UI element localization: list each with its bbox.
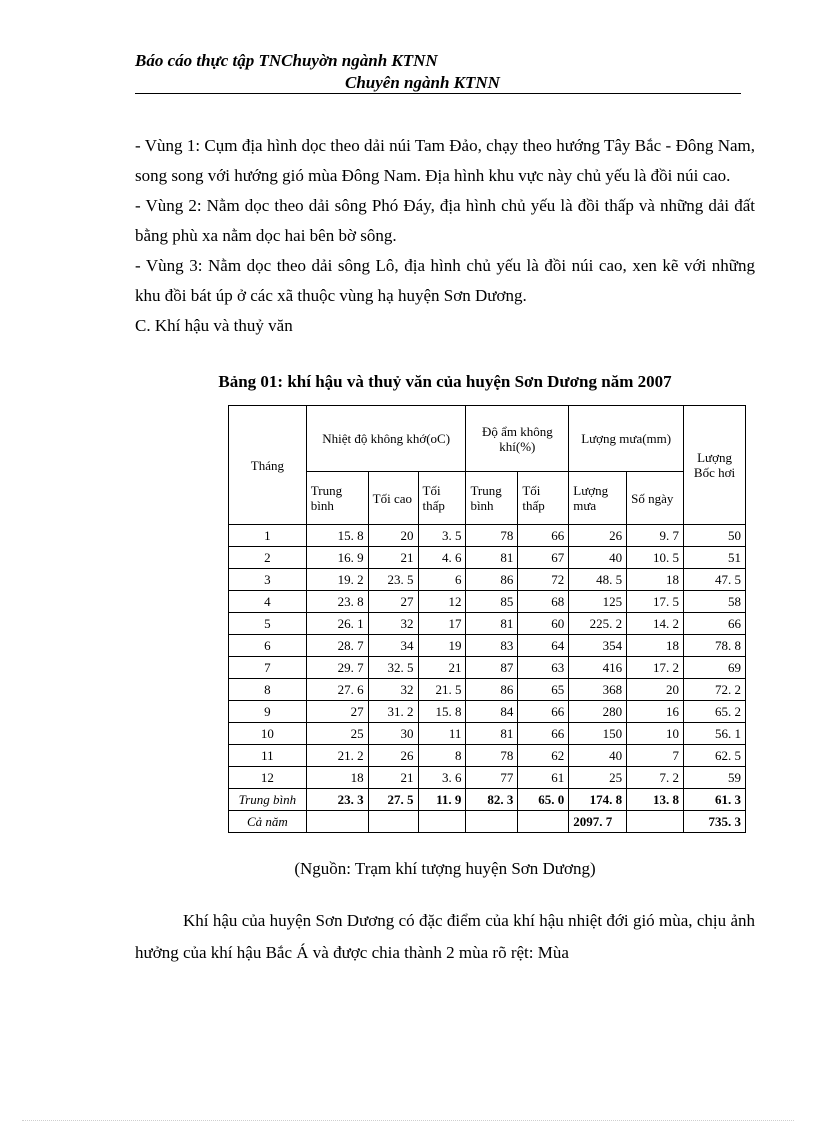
value-cell: 81: [466, 613, 518, 635]
value-cell: 62. 5: [684, 745, 746, 767]
header-hum-min: Tối thấp: [518, 472, 569, 525]
value-cell: 68: [518, 591, 569, 613]
table-row: [229, 613, 746, 635]
value-cell: 60: [518, 613, 569, 635]
average-value-cell: 61. 3: [684, 789, 746, 811]
value-cell: 56. 1: [684, 723, 746, 745]
table-row: [229, 745, 746, 767]
value-cell: 67: [518, 547, 569, 569]
page-bottom-divider: [22, 1120, 794, 1121]
value-cell: 85: [466, 591, 518, 613]
value-cell: 23. 5: [368, 569, 418, 591]
header-rain-amount: Lượng mưa: [569, 472, 627, 525]
value-cell: 150: [569, 723, 627, 745]
year-label: Cả năm: [229, 811, 307, 833]
table-row-average: [229, 789, 746, 811]
table-source: (Nguồn: Trạm khí tượng huyện Sơn Dương): [294, 859, 596, 878]
value-cell: 10: [627, 723, 684, 745]
empty-cell: [368, 811, 418, 833]
month-cell: 12: [229, 767, 307, 789]
table-row: [229, 591, 746, 613]
value-cell: 23. 8: [306, 591, 368, 613]
value-cell: 27. 6: [306, 679, 368, 701]
value-cell: 17: [418, 613, 466, 635]
value-cell: 21: [418, 657, 466, 679]
section-heading: C. Khí hậu và thuỷ văn: [135, 316, 293, 335]
table-title: Bảng 01: khí hậu và thuỷ văn của huyện Sơn Dương năm 2007: [218, 372, 672, 391]
value-cell: 3. 5: [418, 525, 466, 547]
table-row: [229, 569, 746, 591]
value-cell: 50: [684, 525, 746, 547]
value-cell: 69: [684, 657, 746, 679]
value-cell: 81: [466, 547, 518, 569]
paragraph-vung-2: - Vùng 2: Nằm dọc theo dải sông Phó Đáy, địa hình chủ yếu là đồi thấp và những dải đất bằng phù xa nằm dọc hai bên bờ sông.: [135, 196, 755, 245]
value-cell: 34: [368, 635, 418, 657]
value-cell: 26. 1: [306, 613, 368, 635]
value-cell: 354: [569, 635, 627, 657]
value-cell: 225. 2: [569, 613, 627, 635]
value-cell: 66: [518, 525, 569, 547]
header-line-2: Chuyên ngành KTNN: [345, 73, 500, 92]
table-row: [229, 635, 746, 657]
value-cell: 65: [518, 679, 569, 701]
value-cell: 21: [368, 547, 418, 569]
value-cell: 84: [466, 701, 518, 723]
value-cell: 125: [569, 591, 627, 613]
header-temperature: Nhiệt độ không khớ(oC): [306, 406, 466, 472]
header-line-1: Báo cáo thực tập TNChuyờn ngành KTNN: [135, 51, 438, 70]
climate-table: [228, 405, 746, 833]
month-cell: 1: [229, 525, 307, 547]
average-value-cell: 27. 5: [368, 789, 418, 811]
value-cell: 16: [627, 701, 684, 723]
year-rain-total: 2097. 7: [569, 811, 627, 833]
month-cell: 2: [229, 547, 307, 569]
average-value-cell: 23. 3: [306, 789, 368, 811]
value-cell: 78. 8: [684, 635, 746, 657]
value-cell: 51: [684, 547, 746, 569]
value-cell: 26: [569, 525, 627, 547]
average-value-cell: 11. 9: [418, 789, 466, 811]
value-cell: 40: [569, 547, 627, 569]
table-row: [229, 723, 746, 745]
month-cell: 4: [229, 591, 307, 613]
value-cell: 72. 2: [684, 679, 746, 701]
table-row: [229, 679, 746, 701]
table-row: [229, 657, 746, 679]
page-header: [135, 50, 740, 94]
value-cell: 25: [569, 767, 627, 789]
value-cell: 83: [466, 635, 518, 657]
body-text: [135, 131, 755, 341]
value-cell: 3. 6: [418, 767, 466, 789]
empty-cell: [418, 811, 466, 833]
value-cell: 30: [368, 723, 418, 745]
value-cell: 48. 5: [569, 569, 627, 591]
value-cell: 368: [569, 679, 627, 701]
value-cell: 62: [518, 745, 569, 767]
value-cell: 86: [466, 679, 518, 701]
table-row-year: [229, 811, 746, 833]
value-cell: 59: [684, 767, 746, 789]
header-hum-avg: Trung bình: [466, 472, 518, 525]
month-cell: 6: [229, 635, 307, 657]
value-cell: 72: [518, 569, 569, 591]
paragraph-vung-1: - Vùng 1: Cụm địa hình dọc theo dải núi Tam Đảo, chạy theo hướng Tây Bắc - Đông Nam, song song với hướng gió mùa Đông Nam. Địa hình khu vực này chủ yếu là đồi núi cao.: [135, 136, 755, 185]
value-cell: 47. 5: [684, 569, 746, 591]
empty-cell: [627, 811, 684, 833]
value-cell: 21: [368, 767, 418, 789]
value-cell: 18: [627, 635, 684, 657]
table-row: [229, 767, 746, 789]
value-cell: 20: [627, 679, 684, 701]
value-cell: 19. 2: [306, 569, 368, 591]
value-cell: 4. 6: [418, 547, 466, 569]
header-rainfall: Lượng mưa(mm): [569, 406, 684, 472]
value-cell: 66: [518, 701, 569, 723]
value-cell: 29. 7: [306, 657, 368, 679]
month-cell: 10: [229, 723, 307, 745]
value-cell: 10. 5: [627, 547, 684, 569]
empty-cell: [306, 811, 368, 833]
value-cell: 27: [368, 591, 418, 613]
value-cell: 280: [569, 701, 627, 723]
value-cell: 86: [466, 569, 518, 591]
value-cell: 18: [627, 569, 684, 591]
value-cell: 15. 8: [306, 525, 368, 547]
month-cell: 11: [229, 745, 307, 767]
table-row: [229, 525, 746, 547]
value-cell: 20: [368, 525, 418, 547]
value-cell: 77: [466, 767, 518, 789]
value-cell: 58: [684, 591, 746, 613]
value-cell: 63: [518, 657, 569, 679]
value-cell: 12: [418, 591, 466, 613]
value-cell: 7: [627, 745, 684, 767]
table-row: [229, 547, 746, 569]
value-cell: 66: [684, 613, 746, 635]
value-cell: 32: [368, 679, 418, 701]
value-cell: 61: [518, 767, 569, 789]
month-cell: 8: [229, 679, 307, 701]
header-divider: [135, 93, 741, 94]
closing-paragraph: Khí hậu của huyện Sơn Dương có đặc điểm của khí hậu nhiệt đới gió mùa, chịu ảnh hưởng của khí hậu Bắc Á và được chia thành 2 mùa rõ rệt: Mùa: [135, 911, 755, 962]
header-temp-avg: Trung bình: [306, 472, 368, 525]
average-value-cell: 82. 3: [466, 789, 518, 811]
value-cell: 15. 8: [418, 701, 466, 723]
value-cell: 65. 2: [684, 701, 746, 723]
paragraph-vung-3: - Vùng 3: Nằm dọc theo dải sông Lô, địa hình chủ yếu là đồi núi cao, xen kẽ với những khu đồi bát úp ở các xã thuộc vùng hạ huyện Sơn Dương.: [135, 256, 755, 305]
value-cell: 31. 2: [368, 701, 418, 723]
month-cell: 7: [229, 657, 307, 679]
value-cell: 28. 7: [306, 635, 368, 657]
average-value-cell: 13. 8: [627, 789, 684, 811]
value-cell: 14. 2: [627, 613, 684, 635]
value-cell: 17. 2: [627, 657, 684, 679]
value-cell: 19: [418, 635, 466, 657]
value-cell: 87: [466, 657, 518, 679]
value-cell: 9. 7: [627, 525, 684, 547]
value-cell: 81: [466, 723, 518, 745]
table-row: [229, 701, 746, 723]
header-evaporation: Lượng Bốc hơi: [684, 406, 746, 525]
value-cell: 17. 5: [627, 591, 684, 613]
month-cell: 9: [229, 701, 307, 723]
value-cell: 8: [418, 745, 466, 767]
month-cell: 3: [229, 569, 307, 591]
header-month: Tháng: [229, 406, 307, 525]
value-cell: 32. 5: [368, 657, 418, 679]
empty-cell: [466, 811, 518, 833]
value-cell: 27: [306, 701, 368, 723]
value-cell: 21. 5: [418, 679, 466, 701]
empty-cell: [518, 811, 569, 833]
value-cell: 25: [306, 723, 368, 745]
year-evaporation-total: 735. 3: [684, 811, 746, 833]
value-cell: 18: [306, 767, 368, 789]
header-temp-max: Tối cao: [368, 472, 418, 525]
value-cell: 64: [518, 635, 569, 657]
value-cell: 78: [466, 745, 518, 767]
value-cell: 7. 2: [627, 767, 684, 789]
value-cell: 32: [368, 613, 418, 635]
average-value-cell: 65. 0: [518, 789, 569, 811]
average-label: Trung bình: [229, 789, 307, 811]
value-cell: 11: [418, 723, 466, 745]
value-cell: 16. 9: [306, 547, 368, 569]
average-value-cell: 174. 8: [569, 789, 627, 811]
value-cell: 26: [368, 745, 418, 767]
value-cell: 21. 2: [306, 745, 368, 767]
header-rain-days: Số ngày: [627, 472, 684, 525]
value-cell: 416: [569, 657, 627, 679]
header-temp-min: Tối thấp: [418, 472, 466, 525]
value-cell: 78: [466, 525, 518, 547]
value-cell: 40: [569, 745, 627, 767]
month-cell: 5: [229, 613, 307, 635]
value-cell: 6: [418, 569, 466, 591]
value-cell: 66: [518, 723, 569, 745]
header-humidity: Độ ẩm không khí(%): [466, 406, 569, 472]
